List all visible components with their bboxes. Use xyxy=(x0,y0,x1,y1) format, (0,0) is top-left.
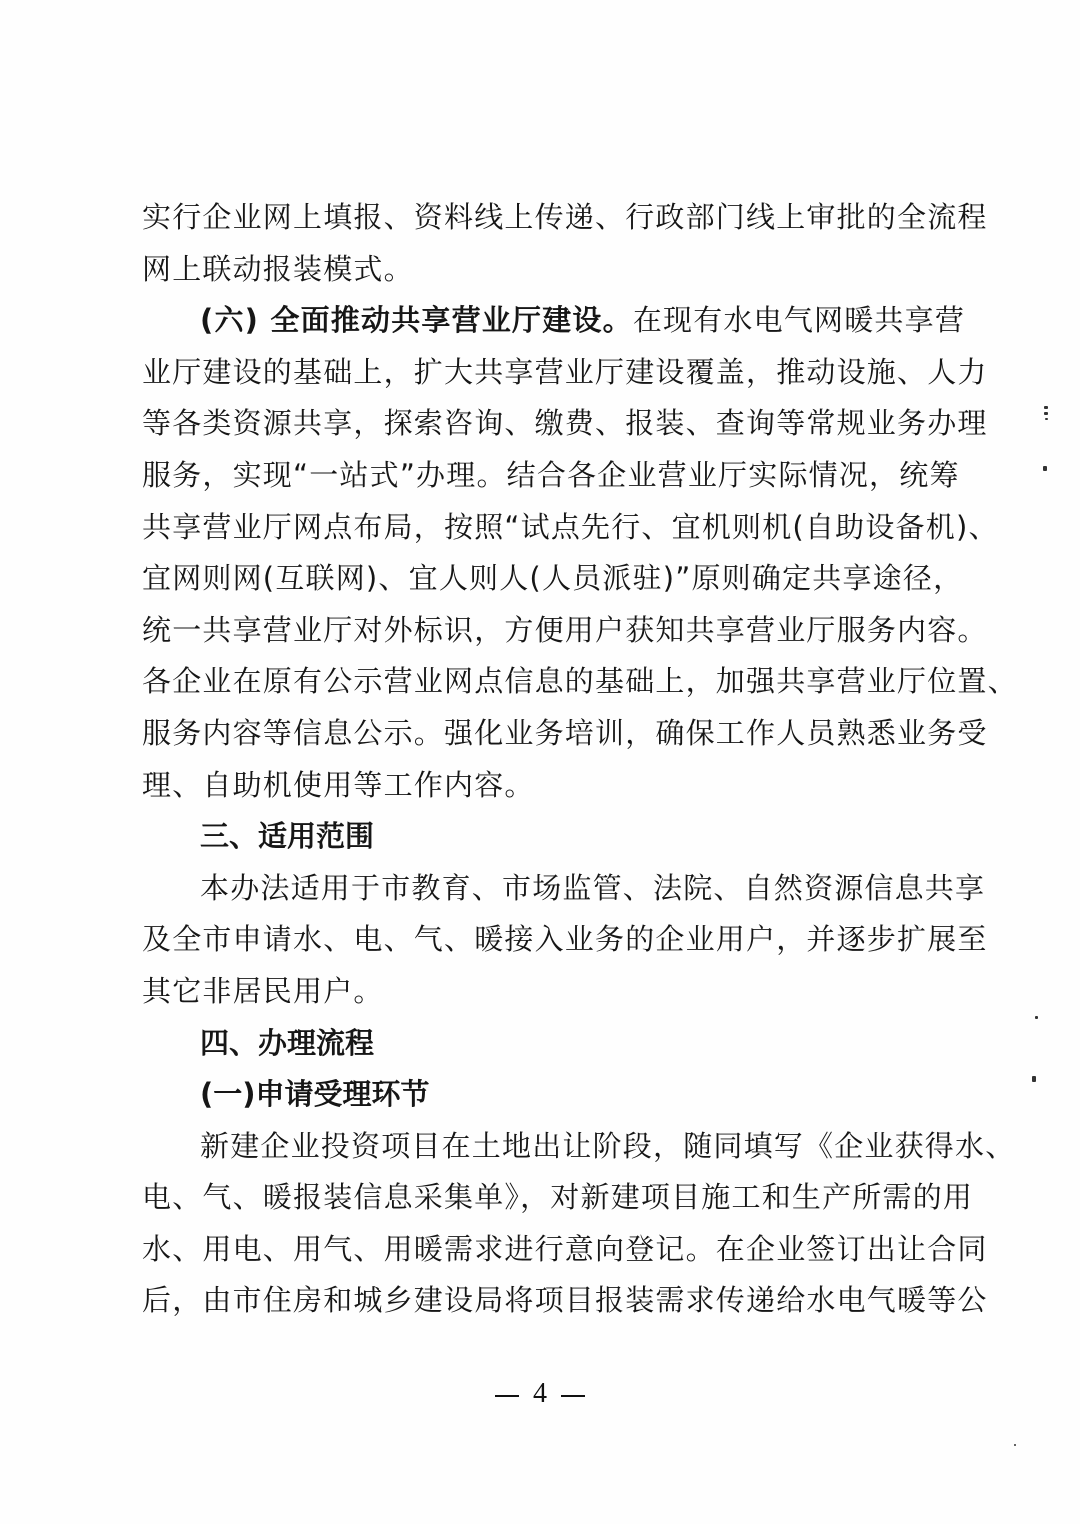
section-four-subheading: (一)申请受理环节 xyxy=(200,1077,430,1112)
scan-speck xyxy=(1014,1444,1016,1446)
scan-speck xyxy=(1044,412,1048,415)
section-six-title: (六) 全面推动共享营业厅建设。 xyxy=(200,303,633,338)
text-line: 服务内容等信息公示。强化业务培训，确保工作人员熟悉业务受 xyxy=(142,715,988,750)
text-line: 等各类资源共享，探索咨询、缴费、报装、查询等常规业务办理 xyxy=(142,406,988,441)
text-line: 后，由市住房和城乡建设局将项目报装需求传递给水电气暖等公 xyxy=(142,1283,988,1318)
text-line: 及全市申请水、电、气、暖接入业务的企业用户，并逐步扩展至 xyxy=(142,922,988,957)
section-three-heading: 三、适用范围 xyxy=(200,819,375,854)
text-line: 宜网则网(互联网)、宜人则人(人员派驻)”原则确定共享途径， xyxy=(142,561,964,596)
text-line: 水、用电、用气、用暖需求进行意向登记。在企业签订出让合同 xyxy=(142,1231,988,1266)
text-line: 统一共享营业厅对外标识，方便用户获知共享营业厅服务内容。 xyxy=(142,612,988,647)
scan-speck xyxy=(1043,466,1047,471)
page-number: 4 xyxy=(533,1378,547,1409)
text-line: 业厅建设的基础上，扩大共享营业厅建设覆盖，推动设施、人力 xyxy=(142,354,988,389)
footer-dash-right xyxy=(561,1395,585,1397)
scan-speck xyxy=(1045,418,1048,420)
text-line: 服务，实现“一站式”办理。结合各企业营业厅实际情况，统筹 xyxy=(142,457,960,492)
document-body xyxy=(142,192,1018,1327)
text-line: 电、气、暖报装信息采集单》，对新建项目施工和生产所需的用 xyxy=(142,1180,974,1215)
text-line: 共享营业厅网点布局，按照“试点先行、宜机则机(自助设备机)、 xyxy=(142,509,999,544)
section-four-heading: 四、办理流程 xyxy=(200,1025,375,1060)
text-line: 新建企业投资项目在土地出让阶段，随同填写《企业获得水、 xyxy=(200,1128,1016,1163)
scan-speck xyxy=(1035,1016,1038,1019)
text-line: 实行企业网上填报、资料线上传递、行政部门线上审批的全流程 xyxy=(142,200,988,234)
section-six-text: 在现有水电气网暖共享营 xyxy=(632,303,966,338)
text-line: 本办法适用于市教育、市场监管、法院、自然资源信息共享 xyxy=(200,870,986,905)
text-line: 网上联动报装模式。 xyxy=(142,251,414,286)
footer-dash-left xyxy=(495,1395,519,1397)
scan-speck xyxy=(1044,406,1048,409)
text-line: 理、自助机使用等工作内容。 xyxy=(142,767,535,802)
section-six-first-line xyxy=(142,295,966,347)
scan-speck xyxy=(1032,1076,1036,1082)
page-footer xyxy=(0,1378,1080,1410)
text-line: 各企业在原有公示营业网点信息的基础上，加强共享营业厅位置、 xyxy=(142,664,1018,699)
text-line: 其它非居民用户。 xyxy=(142,973,384,1008)
